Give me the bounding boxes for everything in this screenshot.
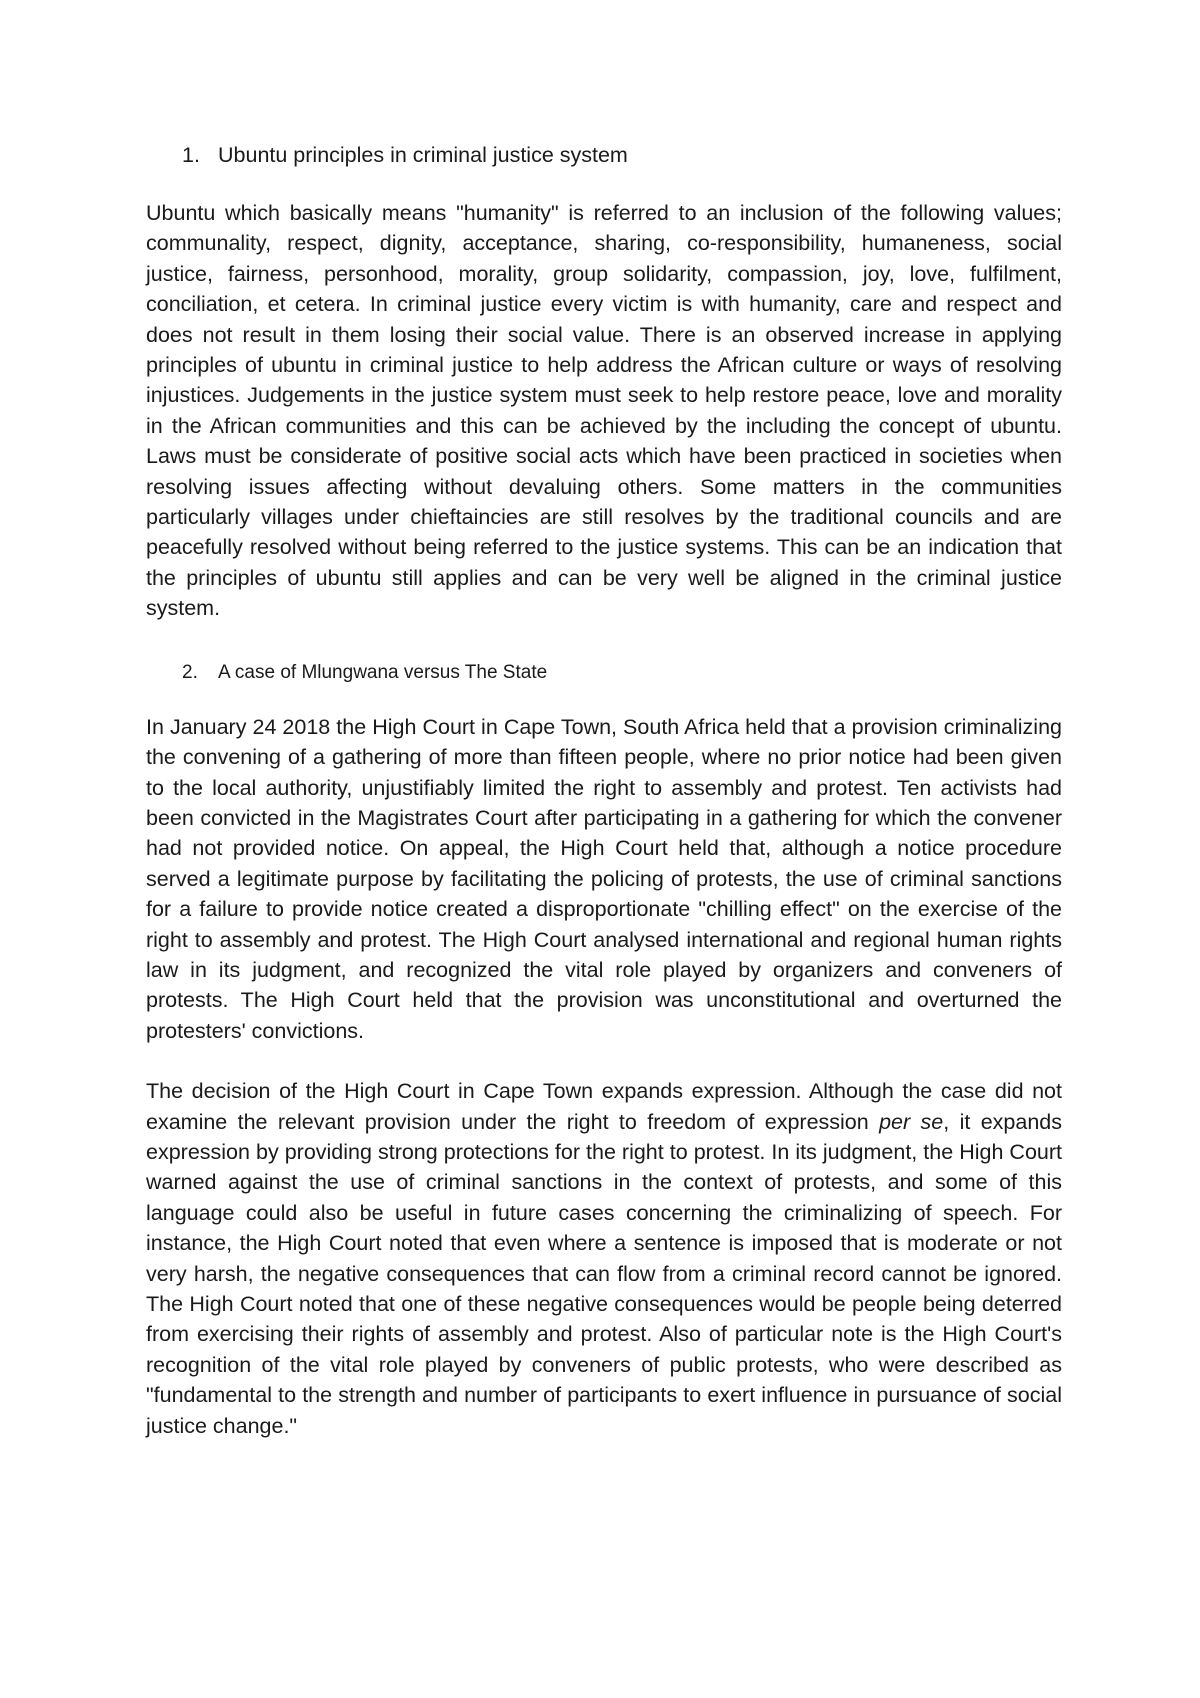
section-2-paragraph-1: In January 24 2018 the High Court in Cape Town, South Africa held that a provision criminalizing the convening of a gathering of more than fifteen people, where no prior notice had been given to the local authority, unjustifiably limited the right to assembly and protest. Ten activists had been convicted in the Magistrates Court after participating in a gathering for which the convener had not provided notice. On appeal, the High Court held that, although a notice procedure served a legitimate purpose by facilitating the policing of protests, the use of criminal sanctions for a failure to provide notice created a disproportionate "chilling effect" on the exercise of the right to assembly and protest. The High Court analysed international and regional human rights law in its judgment, and recognized the vital role played by organizers and conveners of protests. The High Court held that the provision was unconstitutional and overturned the protesters' convictions. bbox=[146, 714, 1062, 1043]
section-2-paragraph-2 bbox=[146, 1076, 1062, 1441]
section-2-number: 2. bbox=[182, 661, 198, 683]
section-1-title: Ubuntu principles in criminal justice system bbox=[218, 143, 628, 167]
document-page bbox=[146, 140, 1062, 1441]
section-2-heading bbox=[182, 658, 1062, 688]
section-1-number: 1. bbox=[182, 143, 200, 167]
section-1-paragraph: Ubuntu which basically means "humanity" is referred to an inclusion of the following values; communality, respect, dignity, acceptance, sharing, co-responsibility, humaneness, social justice, fairness, personhood, morality, group solidarity, compassion, joy, love, fulfilment, conciliation, et cetera. In criminal justice every victim is with humanity, care and respect and does not result in them losing their social value. There is an observed increase in applying principles of ubuntu in criminal justice to help address the African culture or ways of resolving injustices. Judgements in the justice system must seek to help restore peace, love and morality in the African communities and this can be achieved by the including the concept of ubuntu. Laws must be considerate of positive social acts which have been practiced in societies when resolving issues affecting without devaluing others. Some matters in the communities particularly villages under chieftaincies are still resolves by the traditional councils and are peacefully resolved without being referred to the justice systems. This can be an indication that the principles of ubuntu still applies and can be very well be aligned in the criminal justice system. bbox=[146, 201, 1062, 621]
section-2-title: A case of Mlungwana versus The State bbox=[218, 661, 548, 683]
section-1-heading bbox=[182, 140, 1062, 170]
paragraph-text-after: , it expands expression by providing strong protections for the right to protest. In its judgment, the High Court warned against the use of criminal sanctions in the context of protests, and some of this language could also be useful in future cases concerning the criminalizing of speech. For instance, the High Court noted that even where a sentence is imposed that is moderate or not very harsh, the negative consequences that can flow from a criminal record cannot be ignored. The High Court noted that one of these negative consequences would be people being deterred from exercising their rights of assembly and protest. Also of particular note is the High Court's recognition of the vital role played by conveners of public protests, who were described as "fundamental to the strength and number of participants to exert influence in pursuance of social justice change." bbox=[146, 1109, 1062, 1438]
italic-latin-phrase: per se bbox=[879, 1109, 944, 1134]
paragraph-text-before: The decision of the High Court in Cape Town expands expression. Although the case did not examine the relevant provision under the right to freedom of expression bbox=[146, 1079, 1062, 1134]
